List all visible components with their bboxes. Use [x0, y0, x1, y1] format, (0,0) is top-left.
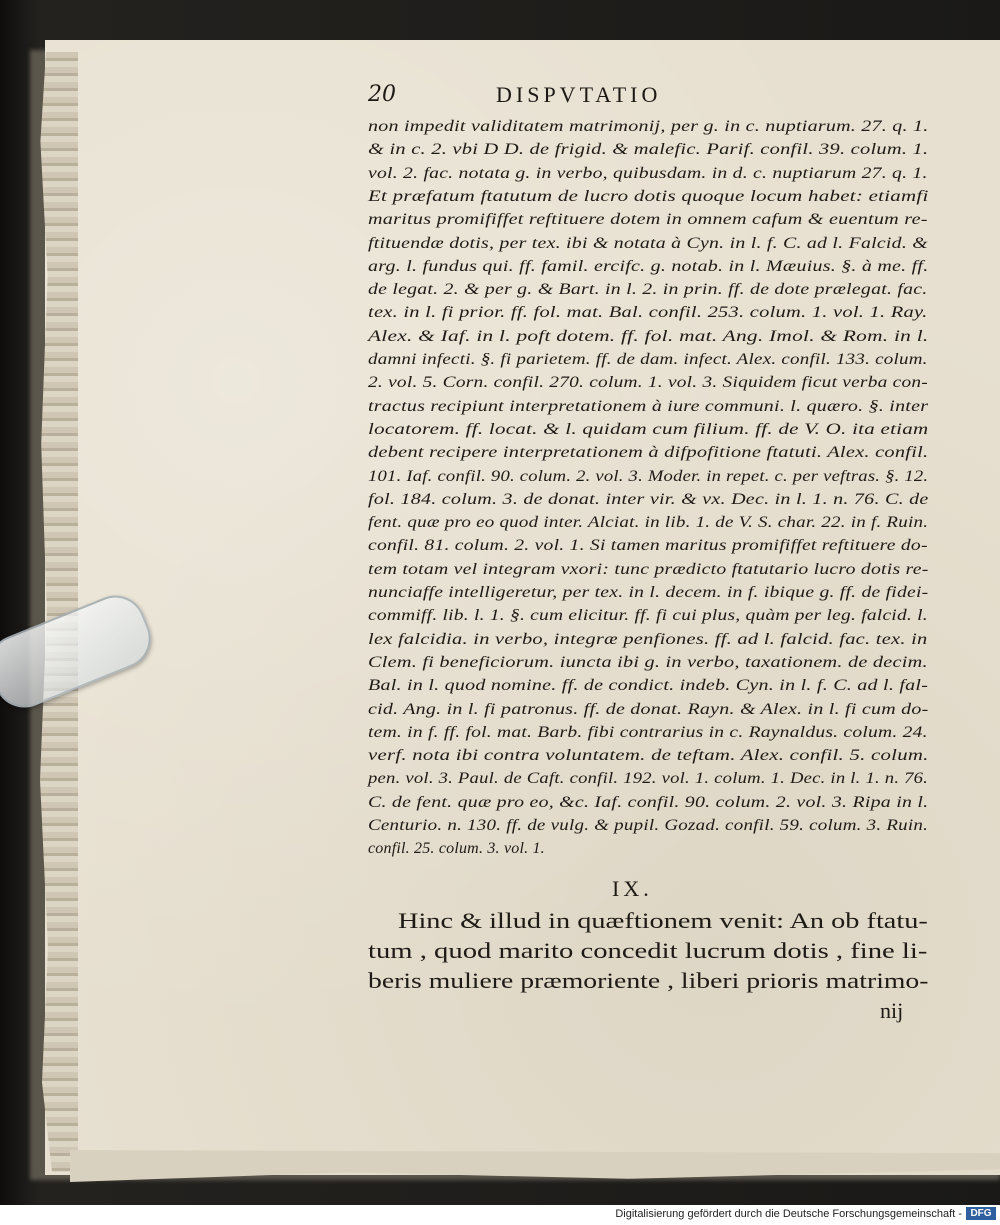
text-line: tem. in f. ff. fol. mat. Barb. fibi contrarius in c. Raynaldus. colum. 24.: [368, 723, 928, 741]
text-line: fent. quæ pro eo quod inter. Alciat. in lib. 1. de V. S. char. 22. in f. Ruin.: [368, 514, 929, 532]
text-line: damni infecti. §. fi parietem. ff. de dam. infect. Alex. confil. 133. colum.: [368, 351, 928, 368]
text-line: ftituendæ dotis, per tex. ibi & notata à Cyn. in l. f. C. ad l. Falcid. &: [368, 234, 928, 252]
text-line: Centurio. n. 130. ff. de vulg. & pupil. Gozad. confil. 59. colum. 3. Ruin.: [368, 817, 929, 834]
text-line: commiff. lib. l. 1. §. cum elicitur. ff. fi cui plus, quàm per leg. falcid. l.: [368, 607, 928, 625]
text-line: debent recipere interpretationem à difpofitione ftatuti. Alex. confil.: [368, 444, 929, 462]
dfg-logo: DFG: [966, 1207, 996, 1220]
text-line: 101. Iaf. confil. 90. colum. 2. vol. 3. Moder. in repet. c. per veftras. §. 12.: [368, 467, 929, 485]
text-line: tem totam vel integram vxori: tunc prædicto ftatutario lucro dotis re-: [368, 560, 929, 578]
text-line: nunciaffe intelligeretur, per tex. in l. decem. in f. ibique g. ff. de fidei-: [368, 584, 929, 601]
section-numeral: IX.: [612, 876, 653, 901]
text-line: confil. 81. colum. 2. vol. 1. Si tamen maritus promififfet reftituere do-: [368, 537, 928, 555]
text-line: de legat. 2. & per g. & Bart. in l. 2. in prin. ff. de dote prælegat. fac.: [368, 281, 928, 299]
text-line: Et præfatum ftatutum de lucro dotis quoque locum habet: etiamfi: [368, 187, 929, 205]
text-line: 2. vol. 5. Corn. confil. 270. colum. 1. vol. 3. Siquidem ficut verba con-: [368, 374, 928, 392]
text-line: lex falcidia. in verbo, integræ penfiones. ff. ad l. falcid. fac. tex. in: [368, 630, 928, 648]
text-line: tex. in l. fi prior. ff. fol. mat. Bal. confil. 253. colum. 1. vol. 1. Ray.: [368, 304, 928, 322]
text-line: Bal. in l. quod nomine. ff. de condict. indeb. Cyn. in l. f. C. ad l. fal-: [368, 677, 929, 695]
text-line: cid. Ang. in l. fi patronus. ff. de donat. Rayn. & Alex. in l. fi cum do-: [368, 700, 929, 718]
text-line: vol. 2. fac. notata g. in verbo, quibusdam. in d. c. nuptiarum 27. q. 1.: [368, 164, 928, 182]
digitization-credit: Digitalisierung gefördert durch die Deutsche Forschungsgemeinschaft -: [615, 1208, 962, 1220]
text-line: tractus recipiunt interpretationem à iure communi. l. quæro. §. inter: [368, 397, 929, 415]
text-line: arg. l. fundus qui. ff. famil. ercifc. g. notab. in l. Mæuius. §. à me. ff.: [368, 257, 929, 275]
paragraph-line: beris muliere præmoriente , liberi prioris matrimo-: [368, 968, 929, 993]
text-line: C. de fent. quæ pro eo, &c. Iaf. confil. 90. colum. 2. vol. 3. Ripa in l.: [368, 793, 929, 811]
text-line: & in c. 2. vbi D D. de frigid. & malefic. Parif. confil. 39. colum. 1.: [368, 141, 929, 159]
text-line: fol. 184. colum. 3. de donat. inter vir. & vx. Dec. in l. 1. n. 76. C. de: [368, 490, 929, 508]
text-line: verf. nota ibi contra voluntatem. de teftam. Alex. confil. 5. colum.: [368, 747, 929, 765]
text-line: pen. vol. 3. Paul. de Caft. confil. 192. vol. 1. colum. 1. Dec. in l. 1. n. 76.: [368, 770, 929, 788]
paragraph-line: Hinc & illud in quæftionem venit: An ob ftatu-: [398, 908, 928, 933]
text-line: confil. 25. colum. 3. vol. 1.: [368, 840, 545, 858]
page-header: [368, 82, 928, 114]
text-line: Clem. fi beneficiorum. iuncta ibi g. in verbo, taxationem. de decim.: [368, 653, 928, 671]
text-line: locatorem. ff. locat. & l. quidam cum filium. ff. de V. O. ita etiam: [368, 420, 929, 438]
running-title: DISPVTATIO: [496, 82, 662, 107]
text-line: non impedit validitatem matrimonij, per g. in c. nuptiarum. 27. q. 1.: [368, 118, 929, 135]
page-number: 20: [368, 82, 396, 107]
text-line: Alex. & Iaf. in l. poft dotem. ff. fol. mat. Ang. Imol. & Rom. in l.: [368, 327, 929, 345]
text-line: maritus promififfet reftituere dotem in omnem cafum & euentum re-: [368, 211, 928, 229]
catchword: nij: [880, 998, 904, 1023]
paragraph-line: tum , quod marito concedit lucrum dotis , fine li-: [368, 938, 928, 963]
